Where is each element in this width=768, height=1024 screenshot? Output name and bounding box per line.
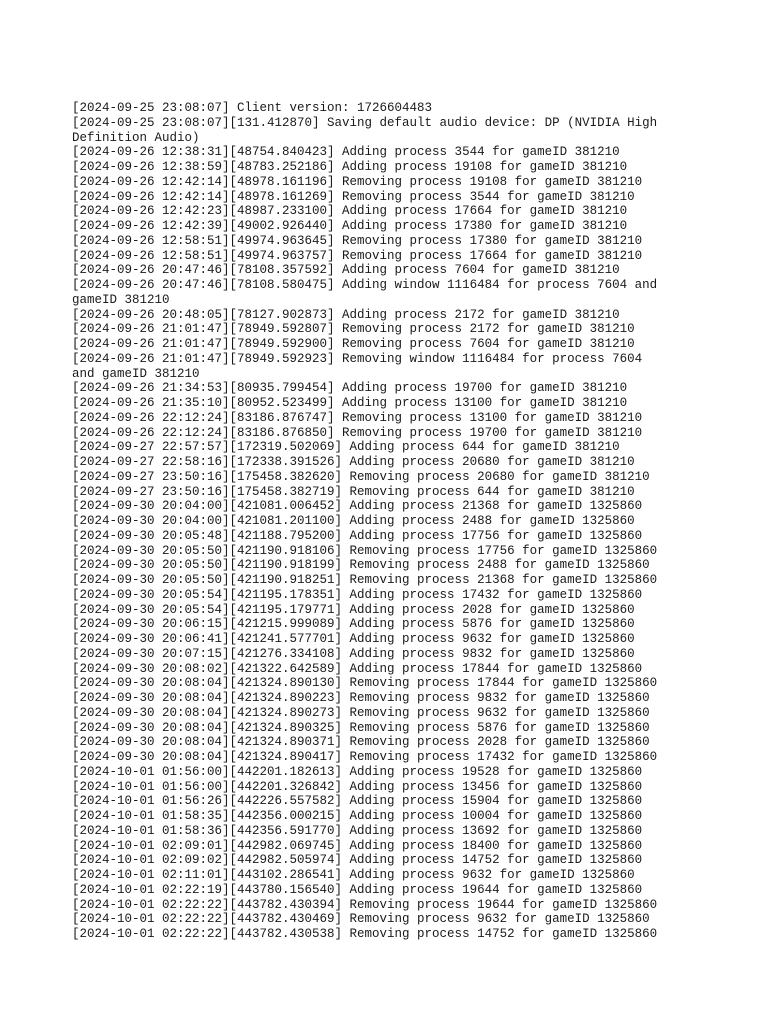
log-line: [2024-09-26 12:42:39][49002.926440] Adding process 17380 for gameID 381210	[72, 219, 628, 233]
log-line: [2024-09-25 23:08:07][131.412870] Saving default audio device: DP (NVIDIA High Definition Audio)	[72, 115, 665, 145]
log-line: [2024-10-01 01:56:00][442201.182613] Adding process 19528 for gameID 1325860	[72, 764, 643, 779]
log-line: [2024-09-26 12:58:51][49974.963645] Removing process 17380 for gameID 381210	[72, 233, 643, 248]
log-line: [2024-10-01 02:22:22][443782.430538] Removing process 14752 for gameID 1325860	[72, 927, 658, 941]
log-line: [2024-09-26 22:12:24][83186.876747] Removing process 13100 for gameID 381210	[72, 410, 643, 425]
log-line: [2024-09-30 20:07:15][421276.334108] Adding process 9832 for gameID 1325860	[72, 646, 635, 661]
log-line: [2024-09-26 21:01:47][78949.592900] Removing process 7604 for gameID 381210	[72, 337, 635, 351]
log-line: [2024-09-25 23:08:07] Client version: 1726604483	[72, 101, 433, 115]
log-line: [2024-10-01 02:22:19][443780.156540] Adding process 19644 for gameID 1325860	[72, 882, 643, 897]
log-line: [2024-09-30 20:05:50][421190.918106] Removing process 17756 for gameID 1325860	[72, 543, 658, 558]
log-line: [2024-09-27 23:50:16][175458.382719] Removing process 644 for gameID 381210	[72, 484, 635, 499]
log-text	[72, 101, 672, 942]
log-line: [2024-09-26 12:42:23][48987.233100] Adding process 17664 for gameID 381210	[72, 204, 628, 219]
log-line: [2024-09-26 12:42:14][48978.161196] Removing process 19108 for gameID 381210	[72, 174, 643, 189]
log-line: [2024-09-30 20:08:04][421324.890223] Removing process 9832 for gameID 1325860	[72, 691, 650, 705]
log-line: [2024-09-30 20:08:02][421322.642589] Adding process 17844 for gameID 1325860	[72, 661, 643, 676]
log-line: [2024-09-26 21:01:47][78949.592923] Removing window 1116484 for process 7604 and gameID 381210	[72, 351, 650, 381]
log-line: [2024-09-26 21:35:10][80952.523499] Adding process 13100 for gameID 381210	[72, 396, 628, 410]
log-line: [2024-09-30 20:05:48][421188.795200] Adding process 17756 for gameID 1325860	[72, 528, 643, 543]
log-line: [2024-10-01 01:56:26][442226.557582] Adding process 15904 for gameID 1325860	[72, 794, 643, 809]
log-line: [2024-09-26 21:01:47][78949.592807] Removing process 2172 for gameID 381210	[72, 322, 635, 337]
log-line: [2024-09-26 20:47:46][78108.580475] Adding window 1116484 for process 7604 and gameID 381210	[72, 278, 665, 307]
log-line: [2024-09-26 12:42:14][48978.161269] Removing process 3544 for gameID 381210	[72, 189, 635, 204]
log-line: [2024-09-26 12:58:51][49974.963757] Removing process 17664 for gameID 381210	[72, 248, 643, 263]
log-line: [2024-09-26 21:34:53][80935.799454] Adding process 19700 for gameID 381210	[72, 381, 628, 396]
log-line: [2024-09-30 20:05:50][421190.918199] Removing process 2488 for gameID 1325860	[72, 558, 650, 573]
log-line: [2024-09-26 12:38:59][48783.252186] Adding process 19108 for gameID 381210	[72, 160, 628, 174]
log-line: [2024-10-01 02:11:01][443102.286541] Adding process 9632 for gameID 1325860	[72, 868, 635, 882]
log-line: [2024-09-27 23:50:16][175458.382620] Removing process 20680 for gameID 381210	[72, 469, 650, 484]
log-line: [2024-09-27 22:57:57][172319.502069] Adding process 644 for gameID 381210	[72, 440, 620, 455]
log-line: [2024-09-30 20:06:15][421215.999089] Adding process 5876 for gameID 1325860	[72, 617, 635, 632]
log-line: [2024-09-30 20:08:04][421324.890371] Removing process 2028 for gameID 1325860	[72, 735, 650, 750]
log-line: [2024-09-30 20:05:54][421195.179771] Adding process 2028 for gameID 1325860	[72, 602, 635, 617]
log-line: [2024-10-01 01:58:36][442356.591770] Adding process 13692 for gameID 1325860	[72, 823, 643, 838]
log-line: [2024-09-30 20:05:54][421195.178351] Adding process 17432 for gameID 1325860	[72, 587, 643, 602]
log-line: [2024-10-01 02:09:01][442982.069745] Adding process 18400 for gameID 1325860	[72, 838, 643, 853]
log-line: [2024-09-26 20:48:05][78127.902873] Adding process 2172 for gameID 381210	[72, 307, 620, 322]
log-line: [2024-09-30 20:04:00][421081.006452] Adding process 21368 for gameID 1325860	[72, 499, 643, 514]
log-line: [2024-10-01 01:58:35][442356.000215] Adding process 10004 for gameID 1325860	[72, 809, 643, 823]
log-line: [2024-09-30 20:06:41][421241.577701] Adding process 9632 for gameID 1325860	[72, 632, 635, 646]
log-line: [2024-09-30 20:08:04][421324.890130] Removing process 17844 for gameID 1325860	[72, 676, 658, 691]
log-line: [2024-09-27 22:58:16][172338.391526] Adding process 20680 for gameID 381210	[72, 455, 635, 469]
log-line: [2024-10-01 02:22:22][443782.430469] Removing process 9632 for gameID 1325860	[72, 912, 650, 927]
log-line: [2024-09-26 20:47:46][78108.357592] Adding process 7604 for gameID 381210	[72, 263, 620, 278]
log-line: [2024-09-30 20:08:04][421324.890273] Removing process 9632 for gameID 1325860	[72, 705, 650, 720]
log-line: [2024-09-30 20:08:04][421324.890325] Removing process 5876 for gameID 1325860	[72, 720, 650, 735]
log-line: [2024-09-30 20:04:00][421081.201100] Adding process 2488 for gameID 1325860	[72, 514, 635, 528]
log-line: [2024-09-26 22:12:24][83186.876850] Removing process 19700 for gameID 381210	[72, 425, 643, 440]
log-line: [2024-09-30 20:05:50][421190.918251] Removing process 21368 for gameID 1325860	[72, 573, 658, 587]
log-line: [2024-10-01 02:22:22][443782.430394] Removing process 19644 for gameID 1325860	[72, 897, 658, 912]
log-line: [2024-10-01 02:09:02][442982.505974] Adding process 14752 for gameID 1325860	[72, 853, 643, 868]
log-line: [2024-10-01 01:56:00][442201.326842] Adding process 13456 for gameID 1325860	[72, 779, 643, 794]
log-line: [2024-09-26 12:38:31][48754.840423] Adding process 3544 for gameID 381210	[72, 145, 620, 160]
log-line: [2024-09-30 20:08:04][421324.890417] Removing process 17432 for gameID 1325860	[72, 750, 658, 764]
